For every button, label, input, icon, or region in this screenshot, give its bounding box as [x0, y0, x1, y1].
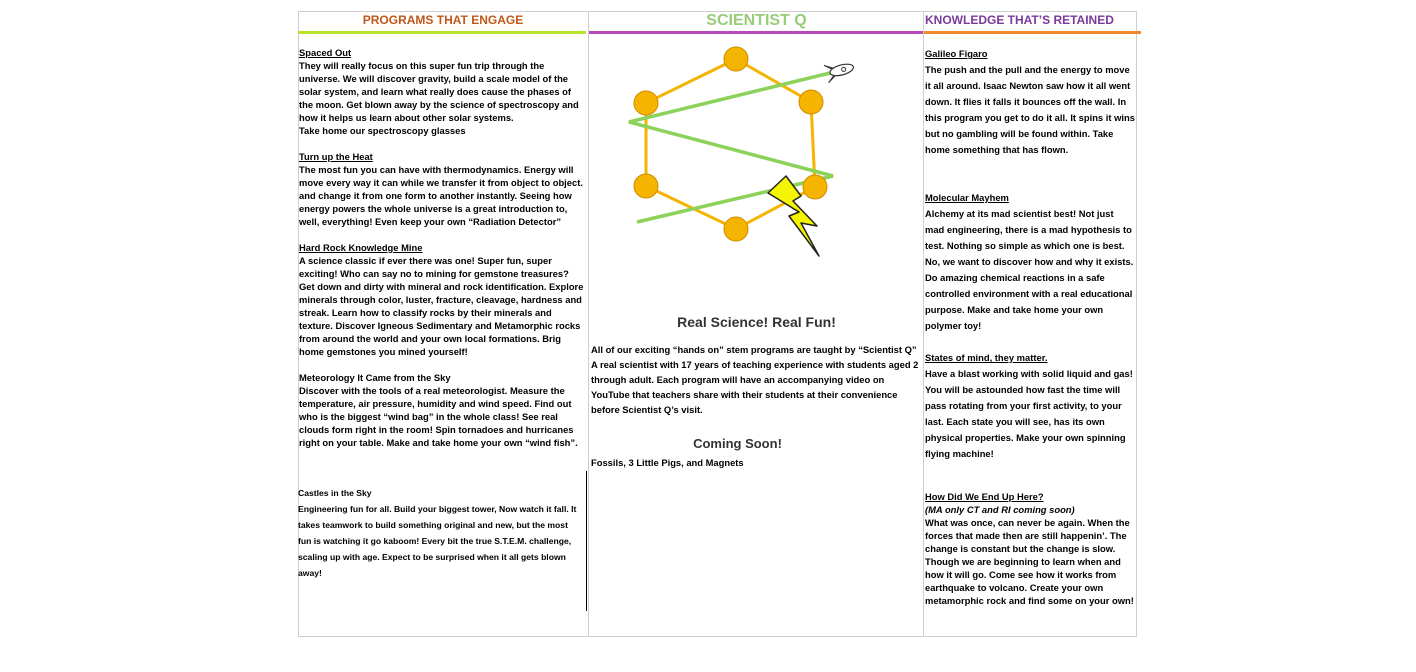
logo-node	[634, 174, 658, 198]
left-header: PROGRAMS THAT ENGAGE	[362, 13, 524, 27]
scientist-q-logo	[619, 36, 879, 266]
program-section	[299, 371, 586, 449]
brand-title: SCIENTIST Q	[706, 12, 807, 29]
program-title: States of mind, they matter.	[925, 352, 1048, 363]
coming-soon-list: Fossils, 3 Little Pigs, and Magnets	[591, 457, 744, 468]
program-description: Engineering fun for all. Build your biggest tower, Now watch it fall. It takes teamwork to build something original and new, but the most fun is watching it go kaboom! Every bit the true S.T.E.M. challenge, scaling up with age. Expect to be surprised when it all gets blown away!	[298, 504, 577, 578]
program-description: Discover with the tools of a real meteorologist. Measure the temperature, air pressure, humidity and wind speed. Find out who is the biggest “wind bag” in the whole class! See real clouds form right in the room! Spin tornadoes and hurricanes right on your table. Make and take home your own “wind fish”.	[299, 385, 578, 448]
logo-node	[799, 90, 823, 114]
program-section	[299, 150, 586, 228]
program-title: Spaced Out	[299, 47, 352, 58]
program-description: What was once, can never be again. When the forces that made then are still happenin’. The change is constant but the change is slow. Though we are beginning to learn when and how it will go. Come see how it works from earthquake to volcano. Create your own metamorphic rock and find some on your own!	[925, 517, 1134, 606]
program-description: The most fun you can have with thermodynamics. Energy will move every way it can while we transfer it from object to object. and change it from one form to another instantly. Seeing how energy powers the whole universe is a great introduction to, well, everything! Even keep your own “Radiation Detector”	[299, 164, 583, 227]
program-description: The push and the pull and the energy to move it all around. Isaac Newton saw how it all went down. It flies it falls it bounces off the wall. In this program you get to do it all. It spins it wins but no gambling will be found within. Take home something that has flown.	[925, 64, 1135, 155]
middle-header-rule	[589, 31, 924, 34]
program-title: Molecular Mayhem	[925, 192, 1009, 203]
program-section	[925, 190, 1135, 334]
coming-soon-heading: Coming Soon!	[693, 436, 782, 451]
tagline: Real Science! Real Fun!	[677, 314, 836, 330]
program-description: They will really focus on this super fun trip through the universe. We will discover gravity, build a scale model of the solar system, and learn what really does cause the phases of the moon. Get blown away by the science of spectroscopy and how it helps us learn about other solar systems.	[299, 60, 579, 123]
program-section	[299, 241, 586, 358]
castles-section	[298, 485, 582, 581]
left-column	[298, 11, 588, 637]
about-paragraph: All of our exciting “hands on” stem programs are taught by “Scientist Q” A real scientist with 17 years of teaching experience with students aged 2 through adult. Each program will have an accompanying video on YouTube that teachers share with their students at their convenience before Scientist Q’s visit.	[591, 344, 919, 415]
column-divider	[586, 471, 587, 611]
program-section	[925, 490, 1135, 607]
program-title: Galileo Figaro	[925, 48, 988, 59]
program-title: How Did We End Up Here?	[925, 491, 1044, 502]
logo-node	[634, 91, 658, 115]
program-description: A science classic if ever there was one! Super fun, super exciting! Who can say no to mining for gemstone treasures? Get down and dirty with mineral and rock identification. Explore minerals through color, luster, fracture, cleavage, hardness and streak. Learn how to classify rocks by their minerals and texture. Discover Igneous Sedimentary and Metamorphic rocks from around the world and your own local formations. Brig home gemstones you mined yourself!	[299, 255, 584, 357]
right-column	[923, 11, 1137, 637]
logo-node	[724, 217, 748, 241]
program-description: Alchemy at its mad scientist best! Not just mad engineering, there is a mad hypothesis to test. Nothing so simple as which one is best. No, we want to discover how and why it exists. Do amazing chemical reactions in a safe controlled environment with a real educational purpose. Make and take home your own polymer toy!	[925, 208, 1134, 331]
program-section	[299, 46, 586, 137]
program-section	[925, 46, 1135, 158]
program-title: Castles in the Sky	[298, 488, 372, 498]
program-note: (MA only CT and RI coming soon)	[925, 504, 1075, 515]
right-header: KNOWLEDGE THAT’S RETAINED	[925, 13, 1114, 27]
program-title: Turn up the Heat	[299, 151, 373, 162]
program-takeaway: Take home our spectroscopy glasses	[299, 125, 466, 136]
program-title: Meteorology It Came from the Sky	[299, 372, 451, 383]
right-programs	[925, 46, 1135, 607]
left-header-rule	[298, 31, 586, 34]
program-description: Have a blast working with solid liquid and gas! You will be astounded how fast the time will pass rotating from your first activity, to your last. Each state you will see, has its own physical properties. Make your own spinning flying machine!	[925, 368, 1133, 459]
middle-column	[588, 11, 923, 637]
rocket-icon	[824, 58, 856, 83]
program-title: Hard Rock Knowledge Mine	[299, 242, 423, 253]
left-programs	[299, 46, 586, 462]
program-section	[925, 350, 1135, 462]
logo-node	[803, 175, 827, 199]
right-header-rule	[924, 31, 1141, 34]
logo-node	[724, 47, 748, 71]
